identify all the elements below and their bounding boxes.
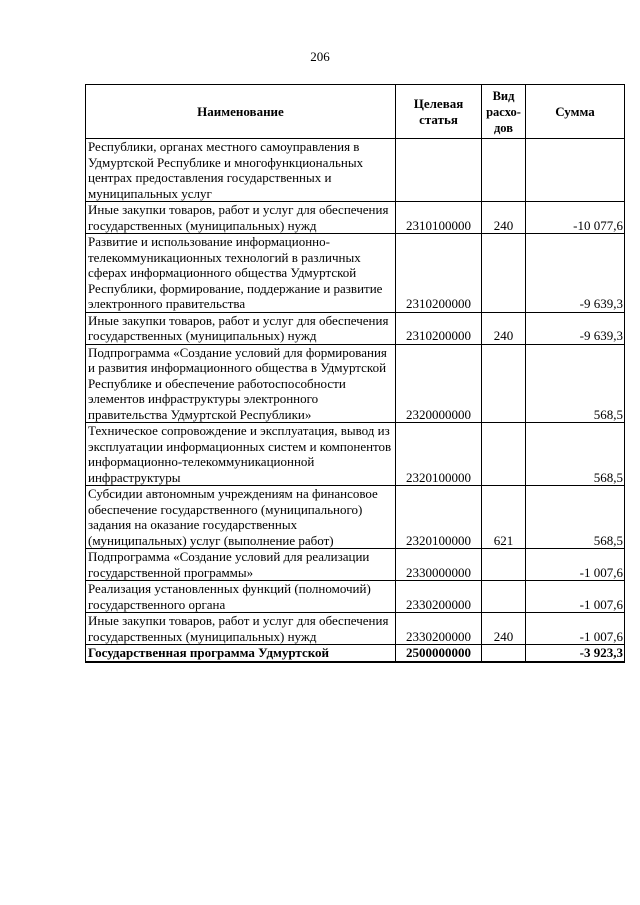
row-code: 2310100000 [396,202,482,234]
header-type: Вид расхо-дов [482,85,526,139]
table-row [86,234,625,313]
row-name: Иные закупки товаров, работ и услуг для обеспечения государственных (муниципальных) нужд [86,613,396,645]
row-name: Подпрограмма «Создание условий для формирования и развития информационного общества в Удмуртской Республике и обеспечение работоспособности элементов инфраструктуры электронного правительства Удмуртской Республики» [86,344,396,423]
row-sum: -1 007,6 [526,581,625,613]
row-sum [526,139,625,202]
row-code [396,139,482,202]
row-name: Техническое сопровождение и эксплуатация, вывод из эксплуатации информационных систем и компонентов информационно-телекоммуникационной инфраструктуры [86,423,396,486]
row-code: 2330000000 [396,549,482,581]
row-sum: -1 007,6 [526,613,625,645]
row-sum: -10 077,6 [526,202,625,234]
row-type [482,344,526,423]
table-row [86,202,625,234]
row-name: Иные закупки товаров, работ и услуг для обеспечения государственных (муниципальных) нужд [86,312,396,344]
row-name: Подпрограмма «Создание условий для реализации государственной программы» [86,549,396,581]
row-type: 240 [482,312,526,344]
table-row-program-total [86,645,625,662]
row-sum: -9 639,3 [526,234,625,313]
table-row [86,486,625,549]
table-row [86,312,625,344]
row-type [482,423,526,486]
table-row [86,581,625,613]
row-sum: -3 923,3 [526,645,625,662]
row-sum: -1 007,6 [526,549,625,581]
row-code: 2320000000 [396,344,482,423]
table-row [86,344,625,423]
header-sum: Сумма [526,85,625,139]
row-sum: 568,5 [526,344,625,423]
row-type [482,234,526,313]
row-name: Развитие и использование информационно-телекоммуникационных технологий в различных сферах информационного общества Удмуртской Республики, формирование, поддержание и развитие электронного правительства [86,234,396,313]
row-type [482,645,526,662]
row-code: 2310200000 [396,234,482,313]
table-row [86,613,625,645]
row-type [482,549,526,581]
table-row [86,549,625,581]
row-code: 2330200000 [396,581,482,613]
row-code: 2330200000 [396,613,482,645]
budget-table [85,84,625,663]
row-code: 2310200000 [396,312,482,344]
row-name: Республики, органах местного самоуправления в Удмуртской Республике и многофункциональных центрах предоставления государственных и муниципальных услуг [86,139,396,202]
row-type: 621 [482,486,526,549]
table-row [86,423,625,486]
row-name: Реализация установленных функций (полномочий) государственного органа [86,581,396,613]
row-type: 240 [482,202,526,234]
table-row [86,139,625,202]
row-type [482,139,526,202]
row-name: Государственная программа Удмуртской [86,645,396,662]
row-sum: 568,5 [526,486,625,549]
row-name: Субсидии автономным учреждениям на финансовое обеспечение государственного (муниципального) задания на оказание государственных (муниципальных) услуг (выполнение работ) [86,486,396,549]
row-code: 2320100000 [396,486,482,549]
header-code: Целевая статья [396,85,482,139]
row-sum: -9 639,3 [526,312,625,344]
row-sum: 568,5 [526,423,625,486]
header-name: Наименование [86,85,396,139]
row-code: 2320100000 [396,423,482,486]
row-code: 2500000000 [396,645,482,662]
row-type [482,581,526,613]
row-name: Иные закупки товаров, работ и услуг для обеспечения государственных (муниципальных) нужд [86,202,396,234]
table-header-row [86,85,625,139]
row-type: 240 [482,613,526,645]
page-number: 206 [310,49,330,64]
